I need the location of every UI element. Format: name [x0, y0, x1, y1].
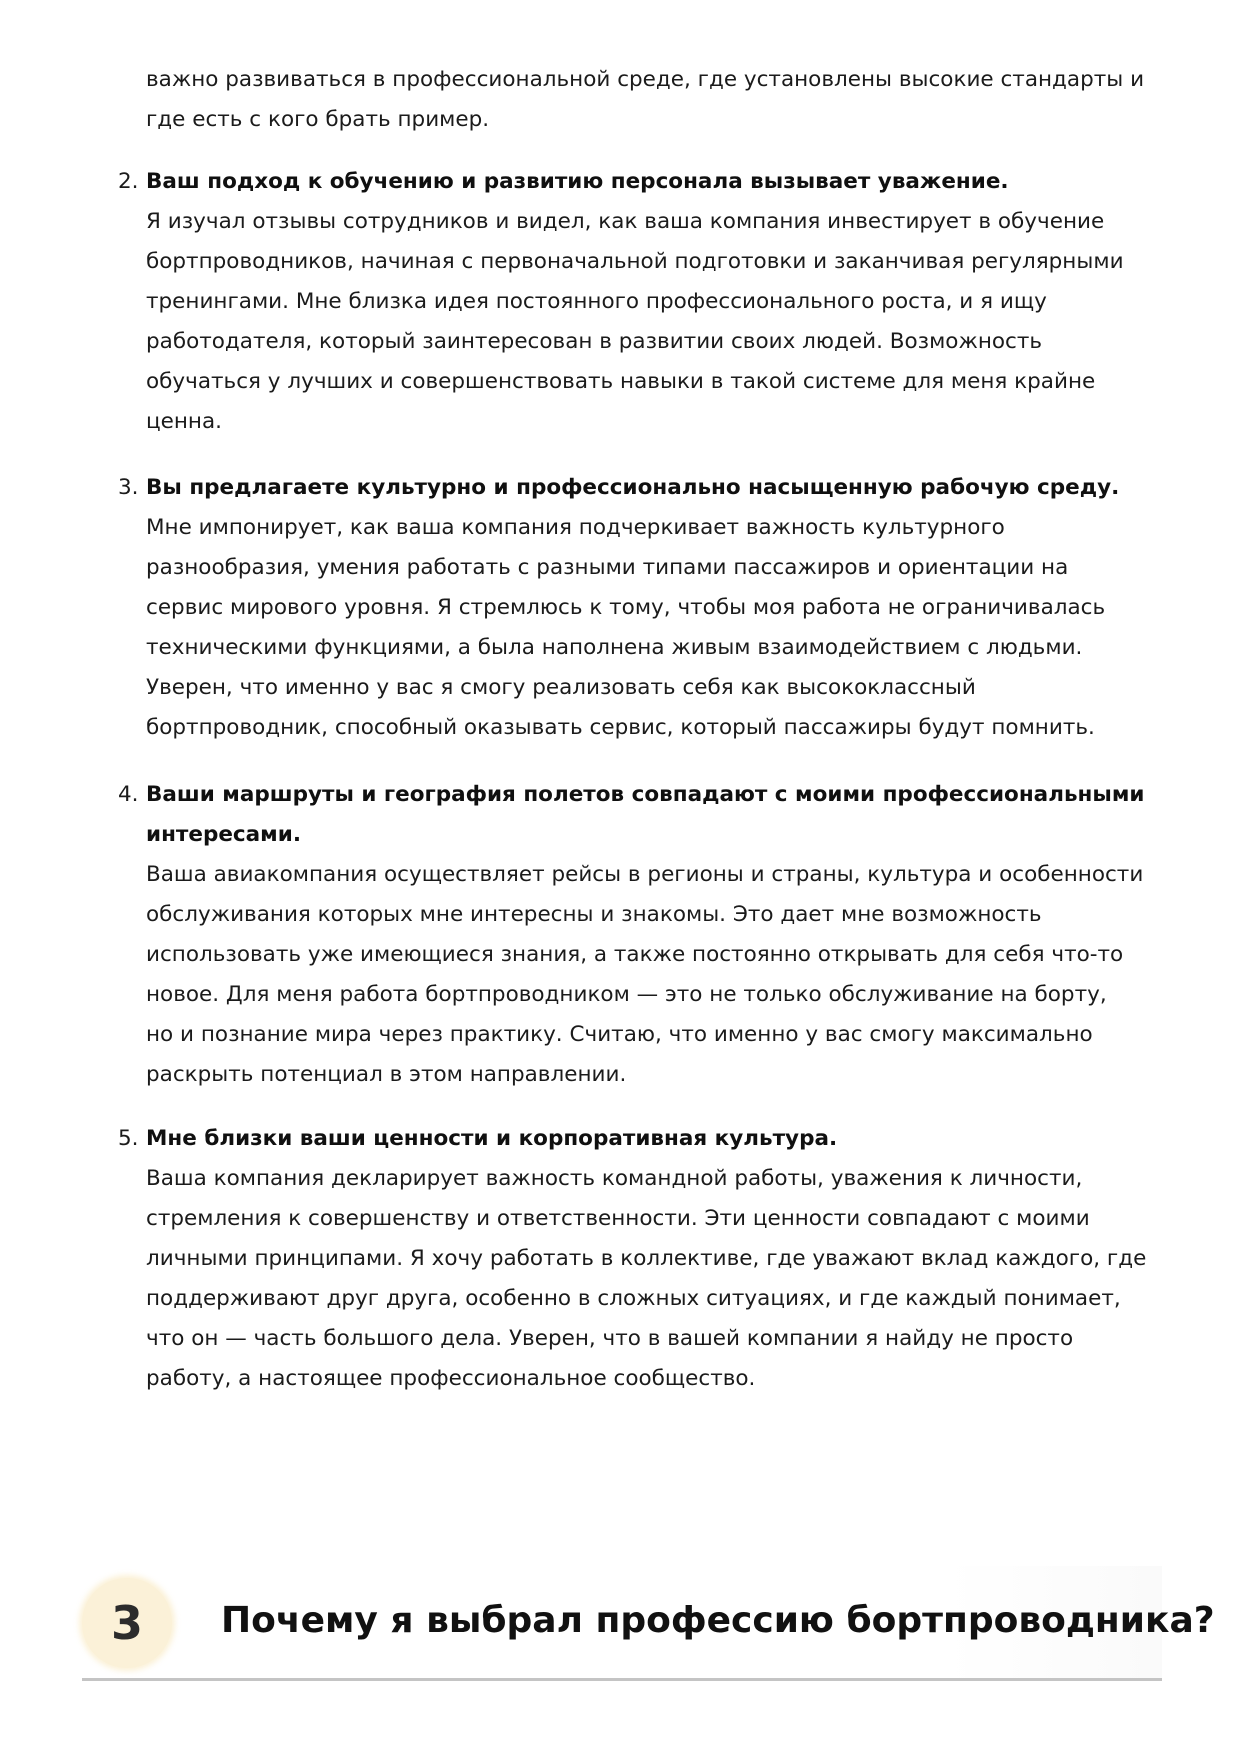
list-item-body-line: Мне импонирует, как ваша компания подчеркивает важность культурного — [146, 515, 1005, 540]
list-item-body-line: но и познание мира через практику. Считаю, что именно у вас смогу максимально — [146, 1022, 1093, 1047]
list-item-body-line: стремления к совершенству и ответственности. Эти ценности совпадают с моими — [146, 1206, 1090, 1231]
list-item-number: 2. — [118, 169, 139, 194]
list-item-body-line: работу, а настоящее профессиональное сообщество. — [146, 1366, 756, 1391]
list-item-body-line: тренингами. Мне близка идея постоянного профессионального роста, и я ищу — [146, 289, 1047, 314]
list-item-body-line: бортпроводников, начиная с первоначальной подготовки и заканчивая регулярными — [146, 249, 1124, 274]
list-item-body-line: Я изучал отзывы сотрудников и видел, как ваша компания инвестирует в обучение — [146, 209, 1105, 234]
list-item-number: 3. — [118, 475, 139, 500]
list-item-body-line: Ваша авиакомпания осуществляет рейсы в регионы и страны, культура и особенности — [146, 862, 1144, 887]
intro-line: где есть с кого брать пример. — [146, 107, 490, 132]
list-item-body-line: разнообразия, умения работать с разными типами пассажиров и ориентации на — [146, 555, 1069, 580]
intro-paragraph — [146, 60, 1166, 140]
list-item-body-line: новое. Для меня работа бортпроводником — это не только обслуживание на борту, — [146, 982, 1107, 1007]
list-item-body-line: раскрыть потенциал в этом направлении. — [146, 1062, 627, 1087]
list-item-heading: Мне близки ваши ценности и корпоративная культура. — [146, 1126, 838, 1151]
list-item-body-line: техническими функциями, а была наполнена живым взаимодействием с людьми. — [146, 635, 1083, 660]
list-item — [118, 1119, 1176, 1399]
list-item-body-line: бортпроводник, способный оказывать сервис, который пассажиры будут помнить. — [146, 715, 1095, 740]
list-item-body-line: что он — часть большого дела. Уверен, что в вашей компании я найду не просто — [146, 1326, 1074, 1351]
list-item-body-line: обслуживания которых мне интересны и знакомы. Это дает мне возможность — [146, 902, 1042, 927]
list-item — [118, 775, 1176, 1095]
section-number-badge: 3 — [82, 1578, 172, 1668]
list-item — [118, 468, 1176, 748]
section-title: Почему я выбрал профессию бортпроводника? — [221, 1600, 1215, 1641]
list-item-body-line: Уверен, что именно у вас я смогу реализовать себя как высококлассный — [146, 675, 976, 700]
section-divider — [82, 1678, 1162, 1681]
list-item-body-line: работодателя, который заинтересован в развитии своих людей. Возможность — [146, 329, 1043, 354]
list-item-body-line: сервис мирового уровня. Я стремлюсь к тому, чтобы моя работа не ограничивалась — [146, 595, 1106, 620]
list-item-heading: Ваш подход к обучению и развитию персонала вызывает уважение. — [146, 169, 1009, 194]
list-item-body-line: ценна. — [146, 409, 222, 434]
list-item-number: 5. — [118, 1126, 139, 1151]
list-item-body-line: использовать уже имеющиеся знания, а также постоянно открывать для себя что-то — [146, 942, 1124, 967]
list-item-heading: Вы предлагаете культурно и профессионально насыщенную рабочую среду. — [146, 475, 1120, 500]
list-item-heading: интересами. — [146, 822, 301, 847]
intro-line: важно развиваться в профессиональной среде, где установлены высокие стандарты и — [146, 67, 1145, 92]
list-item-number: 4. — [118, 782, 139, 807]
list-item-body-line: поддерживают друг друга, особенно в сложных ситуациях, и где каждый понимает, — [146, 1286, 1121, 1311]
list-item-heading: Ваши маршруты и география полетов совпадают с моими профессиональными — [146, 782, 1145, 807]
list-item-body-line: Ваша компания декларирует важность командной работы, уважения к личности, — [146, 1166, 1083, 1191]
list-item-body-line: обучаться у лучших и совершенствовать навыки в такой системе для меня крайне — [146, 369, 1096, 394]
list-item — [118, 162, 1176, 442]
list-item-body-line: личными принципами. Я хочу работать в коллективе, где уважают вклад каждого, где — [146, 1246, 1147, 1271]
